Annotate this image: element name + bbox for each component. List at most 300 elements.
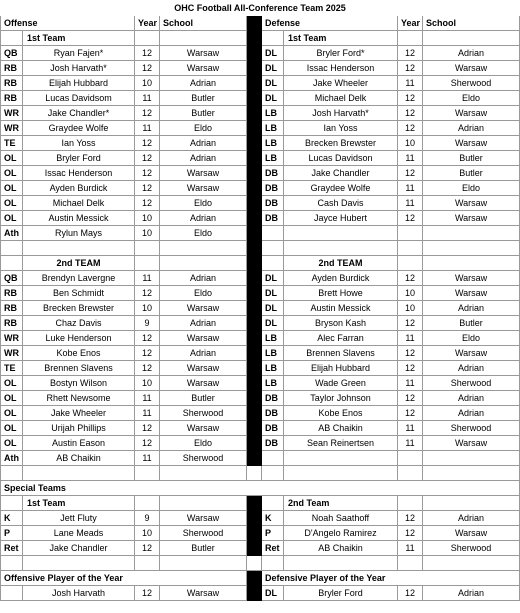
- player-of-year-row: [1, 586, 520, 601]
- defense-player-name: Bryler Ford*: [284, 46, 398, 61]
- empty-cell: [160, 466, 247, 481]
- defense-school: Butler: [423, 151, 520, 166]
- empty-cell: [284, 556, 398, 571]
- offense-year: 12: [135, 181, 160, 196]
- school-header: School: [160, 16, 247, 31]
- empty-cell: [23, 466, 135, 481]
- offense-player-name: Jake Chandler: [23, 541, 135, 556]
- defense-player-name: [284, 226, 398, 241]
- column-divider: [247, 511, 262, 526]
- offense-school: Eldo: [160, 436, 247, 451]
- defense-year: 12: [398, 271, 423, 286]
- offense-player-name: Bryler Ford: [23, 151, 135, 166]
- player-row: [1, 316, 520, 331]
- first-team-label-row: [1, 31, 520, 46]
- offense-school: Butler: [160, 91, 247, 106]
- defense-position: LB: [262, 151, 284, 166]
- defense-position: DL: [262, 286, 284, 301]
- offense-year: 12: [135, 346, 160, 361]
- offense-year: 12: [135, 541, 160, 556]
- offense-year: 12: [135, 61, 160, 76]
- defense-player-name: D'Angelo Ramirez: [284, 526, 398, 541]
- offense-header: Offense: [1, 16, 135, 31]
- column-divider: [247, 406, 262, 421]
- defense-year: 12: [398, 346, 423, 361]
- offense-school: Warsaw: [160, 586, 247, 601]
- offense-position: OL: [1, 196, 23, 211]
- offense-player-name: Chaz Davis: [23, 316, 135, 331]
- defense-player-name: Elijah Hubbard: [284, 361, 398, 376]
- defense-header: Defense: [262, 16, 398, 31]
- offense-year: 10: [135, 301, 160, 316]
- player-row: [1, 271, 520, 286]
- offense-player-name: Jake Wheeler: [23, 406, 135, 421]
- offense-position: OL: [1, 436, 23, 451]
- player-row: [1, 301, 520, 316]
- column-divider: [247, 526, 262, 541]
- blank-row: [1, 241, 520, 256]
- empty-cell: [23, 556, 135, 571]
- offense-year: 10: [135, 76, 160, 91]
- empty-cell: [284, 241, 398, 256]
- column-divider: [247, 361, 262, 376]
- column-divider: [247, 16, 262, 31]
- offense-school: Eldo: [160, 286, 247, 301]
- offense-school: Adrian: [160, 316, 247, 331]
- empty-cell: [398, 241, 423, 256]
- empty-cell: [262, 466, 284, 481]
- year-header: Year: [135, 16, 160, 31]
- offense-school: Adrian: [160, 76, 247, 91]
- empty-cell: [398, 466, 423, 481]
- offense-year: 12: [135, 196, 160, 211]
- defense-player-name: AB Chaikin: [284, 421, 398, 436]
- defense-school: Butler: [423, 316, 520, 331]
- defense-player-name: Kobe Enos: [284, 406, 398, 421]
- second-team-label-row: [1, 256, 520, 271]
- offense-year: 12: [135, 106, 160, 121]
- offense-position: OL: [1, 391, 23, 406]
- player-row: [1, 361, 520, 376]
- defense-player-name: Ian Yoss: [284, 121, 398, 136]
- defensive-player-of-year-label: Defensive Player of the Year: [262, 571, 520, 586]
- offense-year: 12: [135, 586, 160, 601]
- defense-player-name: Graydee Wolfe: [284, 181, 398, 196]
- defense-year: 11: [398, 376, 423, 391]
- empty-cell: [398, 556, 423, 571]
- defense-player-name: Josh Harvath*: [284, 106, 398, 121]
- defense-player-name: Jake Wheeler: [284, 76, 398, 91]
- player-row: [1, 331, 520, 346]
- defense-player-name: Taylor Johnson: [284, 391, 398, 406]
- defense-position: DL: [262, 46, 284, 61]
- offense-player-name: Ayden Burdick: [23, 181, 135, 196]
- empty-cell: [423, 556, 520, 571]
- offense-school: Adrian: [160, 346, 247, 361]
- defense-year: 10: [398, 286, 423, 301]
- defense-position: DL: [262, 301, 284, 316]
- empty-cell: [135, 556, 160, 571]
- defense-year: 11: [398, 331, 423, 346]
- empty-cell: [423, 256, 520, 271]
- offense-school: Adrian: [160, 151, 247, 166]
- column-divider: [247, 256, 262, 271]
- defense-school: Eldo: [423, 331, 520, 346]
- offense-player-name: Josh Harvath*: [23, 61, 135, 76]
- empty-cell: [1, 256, 23, 271]
- offense-year: 9: [135, 316, 160, 331]
- empty-cell: [398, 256, 423, 271]
- offense-school: Warsaw: [160, 361, 247, 376]
- column-divider: [247, 196, 262, 211]
- defense-year: 12: [398, 211, 423, 226]
- offense-school: Butler: [160, 391, 247, 406]
- offense-second-team-label: 2nd TEAM: [23, 256, 135, 271]
- offense-position: RB: [1, 301, 23, 316]
- defense-player-name: AB Chaikin: [284, 541, 398, 556]
- defense-year: 12: [398, 121, 423, 136]
- defense-position: LB: [262, 331, 284, 346]
- empty-cell: [135, 256, 160, 271]
- defense-position: LB: [262, 106, 284, 121]
- title-row: [1, 1, 520, 16]
- empty-cell: [135, 496, 160, 511]
- defense-position: LB: [262, 346, 284, 361]
- player-row: [1, 421, 520, 436]
- offense-position: OL: [1, 211, 23, 226]
- offense-position: RB: [1, 286, 23, 301]
- defense-position: DB: [262, 436, 284, 451]
- defense-year: 12: [398, 106, 423, 121]
- column-divider: [247, 556, 262, 571]
- offense-player-name: Michael Delk: [23, 196, 135, 211]
- empty-cell: [1, 496, 23, 511]
- defense-school: Warsaw: [423, 106, 520, 121]
- empty-cell: [23, 241, 135, 256]
- offense-school: Warsaw: [160, 46, 247, 61]
- column-divider: [247, 436, 262, 451]
- offense-position: P: [1, 526, 23, 541]
- sheet-title: OHC Football All-Conference Team 2025: [1, 1, 520, 16]
- offense-school: Warsaw: [160, 301, 247, 316]
- column-divider: [247, 346, 262, 361]
- player-row: [1, 541, 520, 556]
- defense-player-name: Lucas Davidson: [284, 151, 398, 166]
- offense-player-name: Lane Meads: [23, 526, 135, 541]
- defense-school: Sherwood: [423, 421, 520, 436]
- special-teams-first-label: 1st Team: [23, 496, 135, 511]
- defense-second-team-label: 2nd TEAM: [284, 256, 398, 271]
- offense-player-name: Lucas Davidsom: [23, 91, 135, 106]
- defense-player-name: Cash Davis: [284, 196, 398, 211]
- defense-player-name: Brett Howe: [284, 286, 398, 301]
- defense-school: Sherwood: [423, 76, 520, 91]
- offense-position: WR: [1, 346, 23, 361]
- defense-position: DL: [262, 586, 284, 601]
- offense-year: 12: [135, 421, 160, 436]
- empty-cell: [160, 556, 247, 571]
- defense-position: DL: [262, 271, 284, 286]
- empty-cell: [262, 241, 284, 256]
- defense-year: [398, 226, 423, 241]
- defense-position: DB: [262, 196, 284, 211]
- offense-position: TE: [1, 136, 23, 151]
- offense-player-name: Issac Henderson: [23, 166, 135, 181]
- defense-position: DL: [262, 91, 284, 106]
- offense-position: OL: [1, 406, 23, 421]
- defense-player-name: Issac Henderson: [284, 61, 398, 76]
- empty-cell: [135, 466, 160, 481]
- offense-school: Warsaw: [160, 181, 247, 196]
- offense-position: Ath: [1, 451, 23, 466]
- defense-school: Adrian: [423, 511, 520, 526]
- defense-position: LB: [262, 376, 284, 391]
- player-row: [1, 511, 520, 526]
- defense-school: Adrian: [423, 301, 520, 316]
- offense-position: OL: [1, 166, 23, 181]
- player-row: [1, 76, 520, 91]
- defense-player-name: Bryler Ford: [284, 586, 398, 601]
- offense-year: 11: [135, 451, 160, 466]
- column-divider: [247, 136, 262, 151]
- empty-cell: [284, 466, 398, 481]
- defense-position: DB: [262, 391, 284, 406]
- special-teams-second-label: 2nd Team: [284, 496, 398, 511]
- offense-player-name: Brendyn Lavergne: [23, 271, 135, 286]
- player-row: [1, 406, 520, 421]
- defense-year: 12: [398, 511, 423, 526]
- defense-year: [398, 451, 423, 466]
- column-divider: [247, 106, 262, 121]
- defense-player-name: Austin Messick: [284, 301, 398, 316]
- defense-position: DL: [262, 76, 284, 91]
- offense-player-name: Brecken Brewster: [23, 301, 135, 316]
- empty-cell: [1, 241, 23, 256]
- offense-school: Adrian: [160, 211, 247, 226]
- offense-player-name: Jake Chandler*: [23, 106, 135, 121]
- blank-row: [1, 466, 520, 481]
- defense-school: Adrian: [423, 46, 520, 61]
- defense-school: Warsaw: [423, 286, 520, 301]
- empty-cell: [135, 241, 160, 256]
- player-row: [1, 46, 520, 61]
- offense-player-name: AB Chaikin: [23, 451, 135, 466]
- defense-school: [423, 226, 520, 241]
- offense-year: 12: [135, 46, 160, 61]
- offense-year: 12: [135, 436, 160, 451]
- offense-year: 9: [135, 511, 160, 526]
- column-divider: [247, 151, 262, 166]
- player-row: [1, 196, 520, 211]
- defense-year: 12: [398, 61, 423, 76]
- offense-position: WR: [1, 331, 23, 346]
- defense-player-name: Noah Saathoff: [284, 511, 398, 526]
- offense-position: K: [1, 511, 23, 526]
- offense-school: Eldo: [160, 196, 247, 211]
- defense-school: Eldo: [423, 91, 520, 106]
- empty-cell: [160, 256, 247, 271]
- defense-school: Warsaw: [423, 271, 520, 286]
- school-header: School: [423, 16, 520, 31]
- offense-year: 11: [135, 121, 160, 136]
- offense-player-name: Luke Henderson: [23, 331, 135, 346]
- column-divider: [247, 496, 262, 511]
- defense-year: 12: [398, 316, 423, 331]
- defense-school: Warsaw: [423, 136, 520, 151]
- defense-year: 11: [398, 76, 423, 91]
- defense-year: 12: [398, 46, 423, 61]
- defense-year: 12: [398, 586, 423, 601]
- empty-cell: [262, 496, 284, 511]
- defense-school: Warsaw: [423, 196, 520, 211]
- column-divider: [247, 451, 262, 466]
- offense-player-name: Ben Schmidt: [23, 286, 135, 301]
- defense-year: 10: [398, 136, 423, 151]
- defense-school: Sherwood: [423, 541, 520, 556]
- offense-player-name: Kobe Enos: [23, 346, 135, 361]
- defense-year: 11: [398, 151, 423, 166]
- defense-position: Ret: [262, 541, 284, 556]
- offense-player-name: Rylun Mays: [23, 226, 135, 241]
- column-divider: [247, 376, 262, 391]
- defense-position: [262, 226, 284, 241]
- empty-cell: [1, 556, 23, 571]
- offense-school: Warsaw: [160, 421, 247, 436]
- defense-position: DB: [262, 406, 284, 421]
- defense-player-name: Alec Farran: [284, 331, 398, 346]
- defense-year: 12: [398, 361, 423, 376]
- player-row: [1, 121, 520, 136]
- column-divider: [247, 391, 262, 406]
- year-header: Year: [398, 16, 423, 31]
- offense-school: Sherwood: [160, 406, 247, 421]
- offense-player-name: Graydee Wolfe: [23, 121, 135, 136]
- column-divider: [247, 181, 262, 196]
- defense-year: 12: [398, 526, 423, 541]
- offense-year: 11: [135, 271, 160, 286]
- column-divider: [247, 211, 262, 226]
- offense-school: Butler: [160, 541, 247, 556]
- empty-cell: [160, 496, 247, 511]
- defense-school: Adrian: [423, 361, 520, 376]
- column-divider: [247, 121, 262, 136]
- offense-year: 12: [135, 361, 160, 376]
- offense-position: RB: [1, 76, 23, 91]
- defense-school: Adrian: [423, 406, 520, 421]
- player-row: [1, 391, 520, 406]
- defense-player-name: Sean Reinertsen: [284, 436, 398, 451]
- offense-year: 10: [135, 211, 160, 226]
- empty-cell: [262, 556, 284, 571]
- player-row: [1, 346, 520, 361]
- defense-school: Warsaw: [423, 436, 520, 451]
- column-divider: [247, 466, 262, 481]
- column-divider: [247, 541, 262, 556]
- offense-position: Ret: [1, 541, 23, 556]
- defense-year: 11: [398, 541, 423, 556]
- offense-school: Warsaw: [160, 166, 247, 181]
- offense-school: Butler: [160, 106, 247, 121]
- offense-year: 10: [135, 526, 160, 541]
- offense-position: Ath: [1, 226, 23, 241]
- column-divider: [247, 226, 262, 241]
- offensive-player-of-year-label: Offensive Player of the Year: [1, 571, 247, 586]
- special-teams-label: Special Teams: [1, 481, 520, 496]
- special-teams-header-row: [1, 481, 520, 496]
- blank-row: [1, 556, 520, 571]
- defense-position: DB: [262, 421, 284, 436]
- offense-player-name: Josh Harvath: [23, 586, 135, 601]
- defense-first-team-label: 1st Team: [284, 31, 398, 46]
- offense-player-name: Austin Eason: [23, 436, 135, 451]
- player-of-year-label-row: [1, 571, 520, 586]
- offense-player-name: Jett Fluty: [23, 511, 135, 526]
- defense-school: Warsaw: [423, 61, 520, 76]
- offense-year: 11: [135, 391, 160, 406]
- defense-school: Adrian: [423, 121, 520, 136]
- defense-school: Eldo: [423, 181, 520, 196]
- offense-first-team-label: 1st Team: [23, 31, 135, 46]
- empty-cell: [423, 466, 520, 481]
- offense-school: Sherwood: [160, 526, 247, 541]
- defense-position: LB: [262, 136, 284, 151]
- column-divider: [247, 331, 262, 346]
- offense-year: 12: [135, 151, 160, 166]
- offense-player-name: Bostyn Wilson: [23, 376, 135, 391]
- defense-position: P: [262, 526, 284, 541]
- player-row: [1, 376, 520, 391]
- offense-school: Eldo: [160, 121, 247, 136]
- empty-cell: [423, 241, 520, 256]
- empty-cell: [160, 241, 247, 256]
- player-row: [1, 526, 520, 541]
- defense-year: 11: [398, 421, 423, 436]
- defense-player-name: Michael Delk: [284, 91, 398, 106]
- defense-school: Butler: [423, 166, 520, 181]
- defense-position: LB: [262, 121, 284, 136]
- offense-school: Warsaw: [160, 376, 247, 391]
- player-row: [1, 286, 520, 301]
- defense-school: Warsaw: [423, 211, 520, 226]
- player-row: [1, 91, 520, 106]
- offense-school: Warsaw: [160, 61, 247, 76]
- defense-school: Adrian: [423, 586, 520, 601]
- defense-school: Sherwood: [423, 376, 520, 391]
- defense-school: [423, 451, 520, 466]
- offense-player-name: Elijah Hubbard: [23, 76, 135, 91]
- offense-school: Adrian: [160, 136, 247, 151]
- defense-player-name: Jake Chandler: [284, 166, 398, 181]
- offense-year: 12: [135, 331, 160, 346]
- defense-year: 12: [398, 391, 423, 406]
- column-divider: [247, 46, 262, 61]
- offense-position: OL: [1, 421, 23, 436]
- player-row: [1, 436, 520, 451]
- offense-position: QB: [1, 271, 23, 286]
- defense-year: 10: [398, 301, 423, 316]
- column-divider: [247, 76, 262, 91]
- defense-year: 12: [398, 406, 423, 421]
- defense-position: DL: [262, 61, 284, 76]
- offense-school: Adrian: [160, 271, 247, 286]
- player-row: [1, 181, 520, 196]
- defense-player-name: Brennen Slavens: [284, 346, 398, 361]
- column-divider: [247, 286, 262, 301]
- player-row: [1, 166, 520, 181]
- defense-position: DB: [262, 166, 284, 181]
- offense-player-name: Urijah Phillips: [23, 421, 135, 436]
- defense-player-name: Ayden Burdick: [284, 271, 398, 286]
